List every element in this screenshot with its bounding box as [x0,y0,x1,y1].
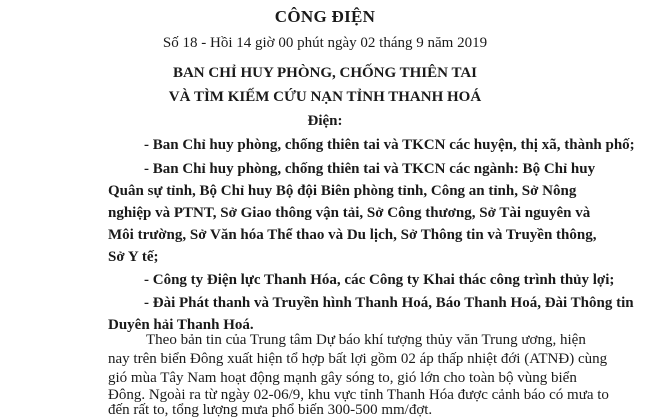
document-number-line: Số 18 - Hồi 14 giờ 00 phút ngày 02 tháng 9 năm 2019 [162,35,488,51]
paragraph-line-1: Theo bản tin của Trung tâm Dự báo khí tượng thủy văn Trung ương, hiện [146,332,586,348]
sender-line-1: BAN CHỈ HUY PHÒNG, CHỐNG THIÊN TAI [172,65,478,81]
recipient-2-line-2: Quân sự tỉnh, Bộ Chỉ huy Bộ đội Biên phòng tỉnh, Công an tỉnh, Sở Nông [108,183,577,199]
recipient-4-line-2: Duyên hải Thanh Hoá. [108,317,254,333]
recipient-1: - Ban Chỉ huy phòng, chống thiên tai và TKCN các huyện, thị xã, thành phố; [144,137,635,153]
sender-line-2: VÀ TÌM KIẾM CỨU NẠN TỈNH THANH HOÁ [168,89,482,105]
recipient-2-line-4: Môi trường, Sở Văn hóa Thể thao và Du lịch, Sở Thông tin và Truyền thông, [108,227,597,243]
recipient-2-line-3: nghiệp và PTNT, Sở Giao thông vận tải, Sở Công thương, Sở Tài nguyên và [108,205,591,221]
recipient-2-line-1: - Ban Chỉ huy phòng, chống thiên tai và TKCN các ngành: Bộ Chỉ huy [144,161,596,177]
recipient-3: - Công ty Điện lực Thanh Hóa, các Công ty Khai thác công trình thủy lợi; [144,272,615,288]
paragraph-line-2: nay trên biển Đông xuất hiện tổ hợp bất lợi gồm 02 áp thấp nhiệt đới (ATNĐ) cùng [108,351,608,367]
paragraph-line-4: Đông. Ngoài ra từ ngày 02-06/9, khu vực tỉnh Thanh Hóa được cảnh báo có mưa to [108,387,609,403]
paragraph-line-5: đến rất to, tổng lượng mưa phổ biến 300-500 mm/đợt. [108,402,433,418]
recipient-2-line-5: Sở Y tế; [108,249,159,265]
dien-label: Điện: [307,113,343,129]
recipient-4-line-1: - Đài Phát thanh và Truyền hình Thanh Hoá, Báo Thanh Hoá, Đài Thông tin [144,295,634,311]
paragraph-line-3: gió mùa Tây Nam hoạt động mạnh gây sóng to, gió lớn cho toàn bộ vùng biển [108,370,577,386]
document-title: CÔNG ĐIỆN [274,7,376,26]
